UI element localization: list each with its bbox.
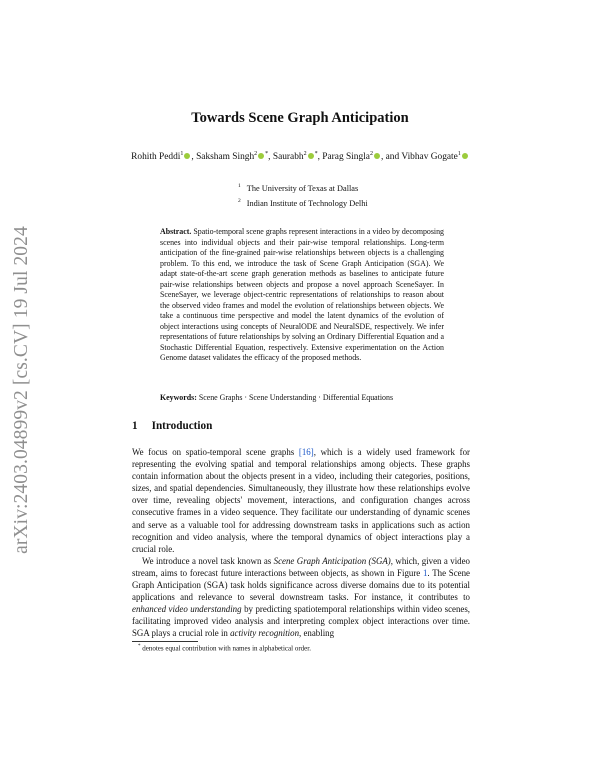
equal-contribution-mark: * — [314, 151, 318, 157]
orcid-icon[interactable] — [374, 153, 380, 159]
affiliation-line — [0, 180, 600, 195]
paragraph-text: We introduce a novel task known as — [142, 555, 274, 566]
author-name: Rohith Peddi — [131, 152, 181, 163]
footnote — [138, 644, 311, 652]
paragraph-text: . The Scene Graph Anticipation (SGA) task holds significance across diverse domains due to its potential applications and relevance to several downstream tasks. For instance, it contributes to — [132, 567, 470, 603]
affiliation-name: Indian Institute of Technology Delhi — [246, 198, 368, 208]
author-name: Saksham Singh — [196, 152, 255, 163]
abstract-label: Abstract. — [160, 227, 192, 236]
footnote-mark: * — [138, 644, 141, 649]
orcid-icon[interactable] — [184, 153, 190, 159]
paragraph-text: , which, given a video stream, aims to forecast future interactions between objects, as shown in Figure — [132, 555, 470, 578]
author-affiliation-number: 2 — [254, 151, 258, 157]
paper-title: Towards Scene Graph Anticipation — [191, 110, 409, 126]
author-name: Parag Singla — [322, 152, 370, 163]
author-affiliation-number: 2 — [303, 151, 307, 157]
author-affiliation-number: 1 — [457, 151, 461, 157]
arxiv-identifier-stamp — [8, 200, 36, 580]
emphasis-text: enhanced video understanding — [132, 604, 242, 615]
orcid-icon[interactable] — [308, 153, 314, 159]
affiliation-number: 1 — [238, 183, 241, 189]
figure-reference-link[interactable]: 1 — [422, 567, 428, 578]
paragraph — [132, 446, 470, 555]
keywords-label: Keywords: — [160, 393, 197, 402]
paragraph — [132, 555, 470, 640]
affiliations — [0, 180, 600, 210]
paragraph-text: by predicting spatiotemporal relationships within video scenes, facilitating improved video analysis and interpreting complex object interactions over time. SGA plays a crucial role in — [132, 604, 470, 639]
author-conjunction: and — [385, 152, 400, 163]
abstract-text: Spatio-temporal scene graphs represent interactions in a video by decomposing scenes into individual objects and their pair-wise temporal relationships. Long-term anticipation of the fine-grained pair-wise relationships between objects is a challenging problem. To this end, we introduce the task of Scene Graph Anticipation (SGA). We adapt state-of-the-art scene graph generation methods as baselines to anticipate future pair-wise relationships between objects and propose a novel approach SceneSayer. In SceneSayer, we leverage object-centric representations of relationships to reason about the observed video frames and model the evolution of relationships between objects. We take a continuous time perspective and model the latent dynamics of the evolution of object interactions using concepts of NeuralODE and NeuralSDE, respectively. We infer representations of future relationships by solving an Ordinary Differential Equation and a Stochastic Differential Equation, respectively. Extensive experimentation on the Action Genome dataset validates the efficacy of the proposed methods. — [160, 227, 444, 362]
orcid-icon[interactable] — [462, 153, 468, 159]
abstract — [160, 227, 444, 364]
equal-contribution-mark: * — [265, 151, 269, 157]
author-name: Vibhav Gogate — [401, 152, 458, 163]
orcid-icon[interactable] — [258, 153, 264, 159]
section-title: Introduction — [151, 420, 213, 432]
keywords-text: Scene Graphs · Scene Understanding · Differential Equations — [198, 393, 394, 402]
author-affiliation-number: 1 — [180, 151, 184, 157]
author-name: Saurabh — [272, 152, 304, 163]
emphasis-text: activity recognition — [230, 628, 300, 639]
footnote-divider — [132, 641, 198, 642]
emphasis-text: Scene Graph Anticipation (SGA) — [273, 555, 391, 566]
arxiv-identifier-text: arXiv:2403.04899v2 [cs.CV] 19 Jul 2024 — [11, 226, 32, 554]
section-number: 1 — [132, 420, 138, 432]
keywords — [160, 393, 460, 402]
paragraph-text: , enabling — [299, 628, 335, 639]
paragraph-text: We focus on spatio-temporal scene graphs — [132, 447, 299, 457]
paragraph-text: , which is a widely used framework for representing the evolving spatial and temporal relationships among objects. These graphs contain information about the objects present in a video, including their categories, positions, sizes, and spatial dependencies. Simultaneously, they illustrate how these relationships evolve over time, revealing objects' movement, interactions, and configuration changes across consecutive frames in a video sequence. They facilitate our understanding of dynamic scenes and serve as a valuable tool for addressing downstream tasks in applications such as action recognition and video analysis, where the temporal dynamics of object interactions play a crucial role. — [132, 447, 470, 554]
citation-link[interactable]: [16] — [298, 447, 314, 457]
section-heading — [132, 420, 212, 432]
introduction-body — [132, 446, 470, 640]
affiliation-name: The University of Texas at Dallas — [246, 183, 359, 193]
author-affiliation-number: 2 — [369, 151, 373, 157]
footnote-text: denotes equal contribution with names in alphabetical order. — [142, 644, 311, 653]
affiliation-number: 2 — [238, 197, 241, 204]
affiliation-line — [0, 195, 600, 210]
author-list: Rohith Peddi$^1$ , Saksham Singh$^2$ *, Saurabh$^2$ *, Parag Singla$^2$ , and Vibhav Gogate$^1$ — [130, 148, 470, 164]
